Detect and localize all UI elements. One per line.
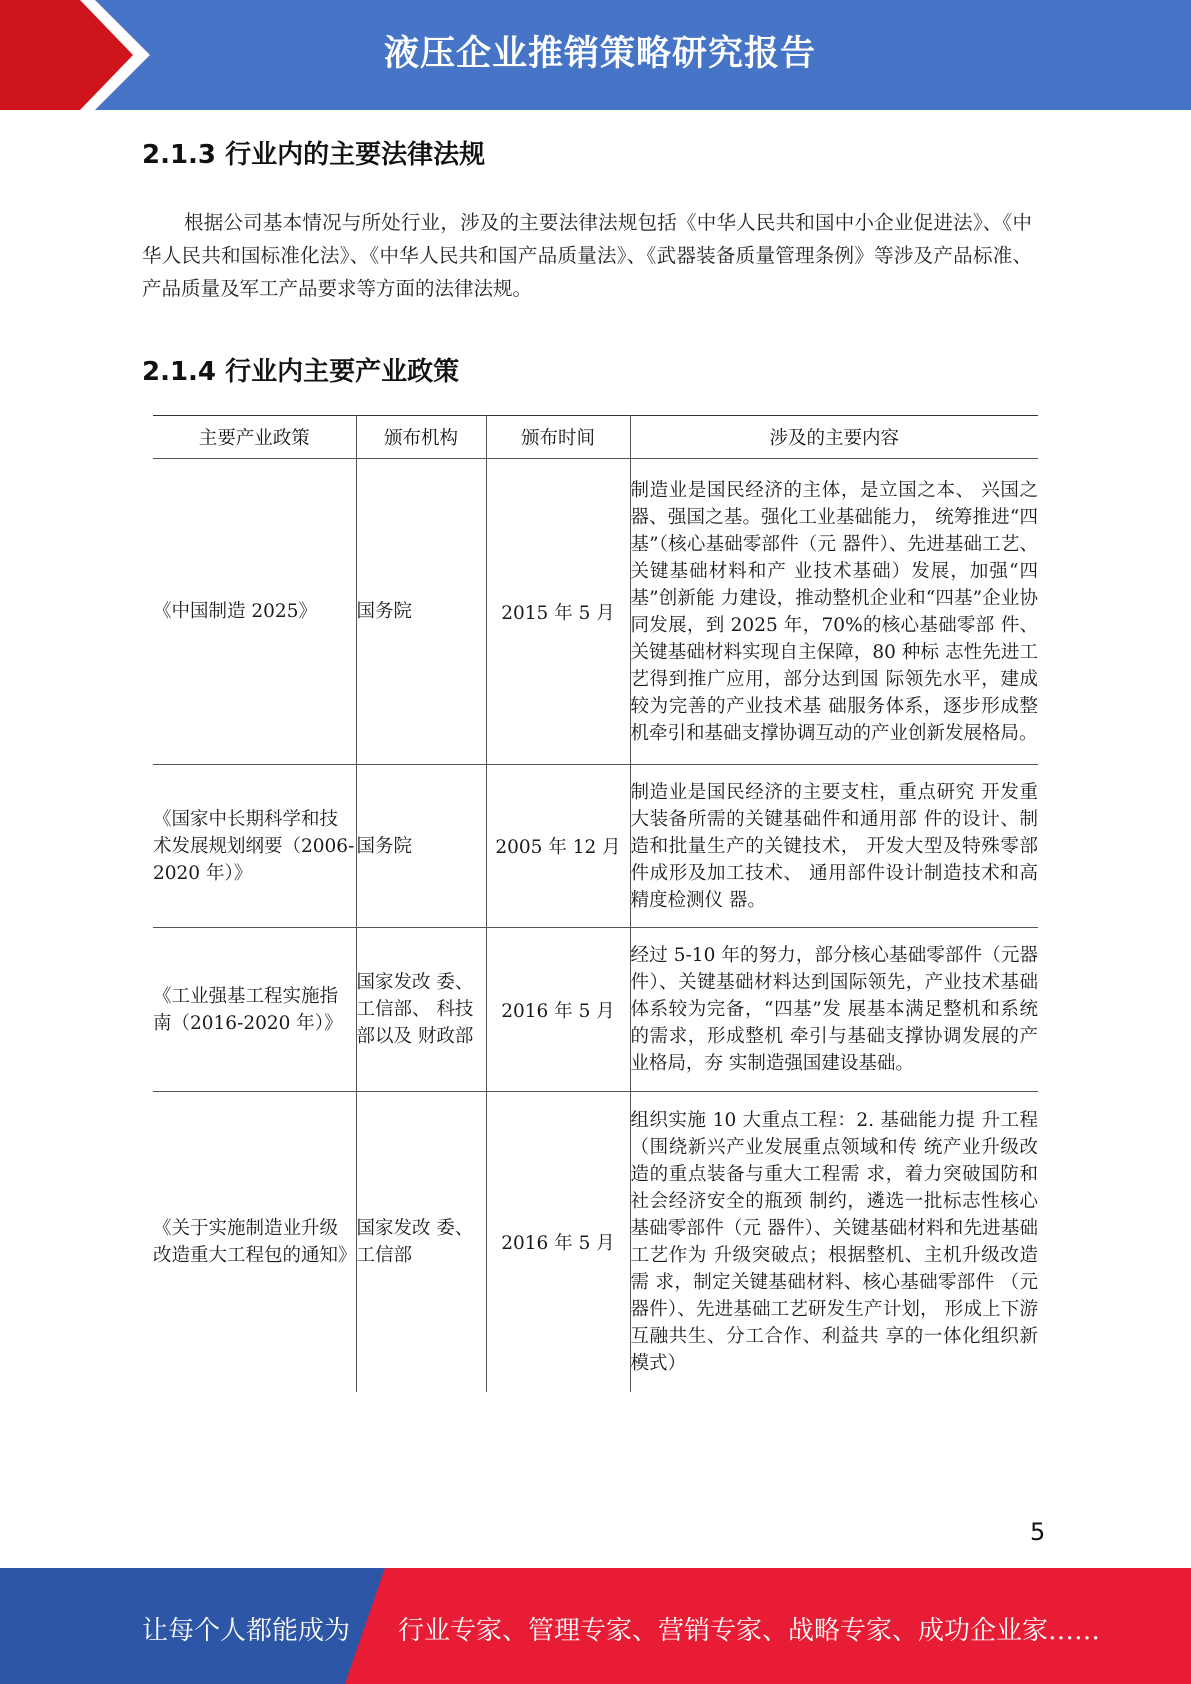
agency-cell: 国务院 [356,459,486,765]
table-row [153,459,1038,765]
page-header-banner [0,0,1191,110]
footer-slogan-right: 行业专家、管理专家、营销专家、战略专家、成功企业家…… [398,1616,1101,1646]
content-cell: 组织实施 10 大重点工程：2. 基础能力提 升工程（围绕新兴产业发展重点领域和传 统产业升级改造的重点装备与重大工程需 求，着力突破国防和社会经济安全的瓶颈 制约，遴选一批标志性核心基础零部件（元 器件）、关键基础材料和先进基础工艺作为 升级突破点；根据整机、主机升级改造需 求，制定关键基础材料、核心基础零部件 （元器件）、先进基础工艺研发生产计划， 形成上下游互融共生、分工合作、利益共 享的一体化组织新模式） [630,1092,1038,1392]
date-cell: 2016 年 5 月 [486,928,630,1092]
table-header-row [153,416,1038,459]
footer-slogan-left: 让每个人都能成为 [142,1616,351,1646]
laws-paragraph: 根据公司基本情况与所处行业，涉及的主要法律法规包括《中华人民共和国中小企业促进法》、《中华人民共和国标准化法》、《中华人民共和国产品质量法》、《武器装备质量管理条例》等涉及产品标准、产品质量及军工产品要求等方面的法律法规。 [142,211,1032,300]
column-header-content: 涉及的主要内容 [630,416,1038,459]
column-header-date: 颁布时间 [486,416,630,459]
agency-cell: 国家发改 委、工信部、 科技部以及 财政部 [356,928,486,1092]
policy-table [153,415,1038,1392]
agency-cell: 国家发改 委、工信部 [356,1092,486,1392]
content-cell: 经过 5-10 年的努力，部分核心基础零部件（元器件）、关键基础材料达到国际领先，产业技术基础体系较为完备，“四基”发 展基本满足整机和系统的需求，形成整机 牵引与基础支撑协调发展的产业格局，夯 实制造强国建设基础。 [630,928,1038,1092]
policy-cell: 《工业强基工程实施指南（2016-2020 年）》 [153,928,356,1092]
agency-cell: 国务院 [356,765,486,928]
page-number: 5 [1030,1518,1046,1546]
date-cell: 2005 年 12 月 [486,765,630,928]
column-header-agency: 颁布机构 [356,416,486,459]
content-cell: 制造业是国民经济的主体，是立国之本、 兴国之器、强国之基。强化工业基础能力， 统筹推进“四基”（核心基础零部件（元 器件）、先进基础工艺、关键基础材料和产 业技术基础）发展，加强“四基”创新能 力建设，推动整机企业和“四基”企业协 同发展，到 2025 年，70%的核心基础零部 件、关键基础材料实现自主保障，80 种标 志性先进工艺得到推广应用，部分达到国 际领先水平，建成较为完善的产业技术基 础服务体系，逐步形成整机牵引和基础支撑协调互动的产业创新发展格局。 [630,459,1038,765]
policy-cell: 《关于实施制造业升级改造重大工程包的通知》 [153,1092,356,1392]
policy-cell: 《中国制造 2025》 [153,459,356,765]
date-cell: 2016 年 5 月 [486,1092,630,1392]
table-row [153,1092,1038,1392]
section-heading-policies: 2.1.4 行业内主要产业政策 [142,357,460,387]
section-heading-laws: 2.1.3 行业内的主要法律法规 [142,140,486,170]
date-cell: 2015 年 5 月 [486,459,630,765]
table-row [153,765,1038,928]
table-row [153,928,1038,1092]
page-footer-banner [0,1568,1191,1684]
report-title: 液压企业推销策略研究报告 [383,34,816,74]
column-header-policy: 主要产业政策 [153,416,356,459]
content-cell: 制造业是国民经济的主要支柱，重点研究 开发重大装备所需的关键基础件和通用部 件的设计、制造和批量生产的关键技术， 开发大型及特殊零部件成形及加工技术、 通用部件设计制造技术和高精度检测仪 器。 [630,765,1038,928]
policy-cell: 《国家中长期科学和技术发展规划纲要（2006-2020 年）》 [153,765,356,928]
